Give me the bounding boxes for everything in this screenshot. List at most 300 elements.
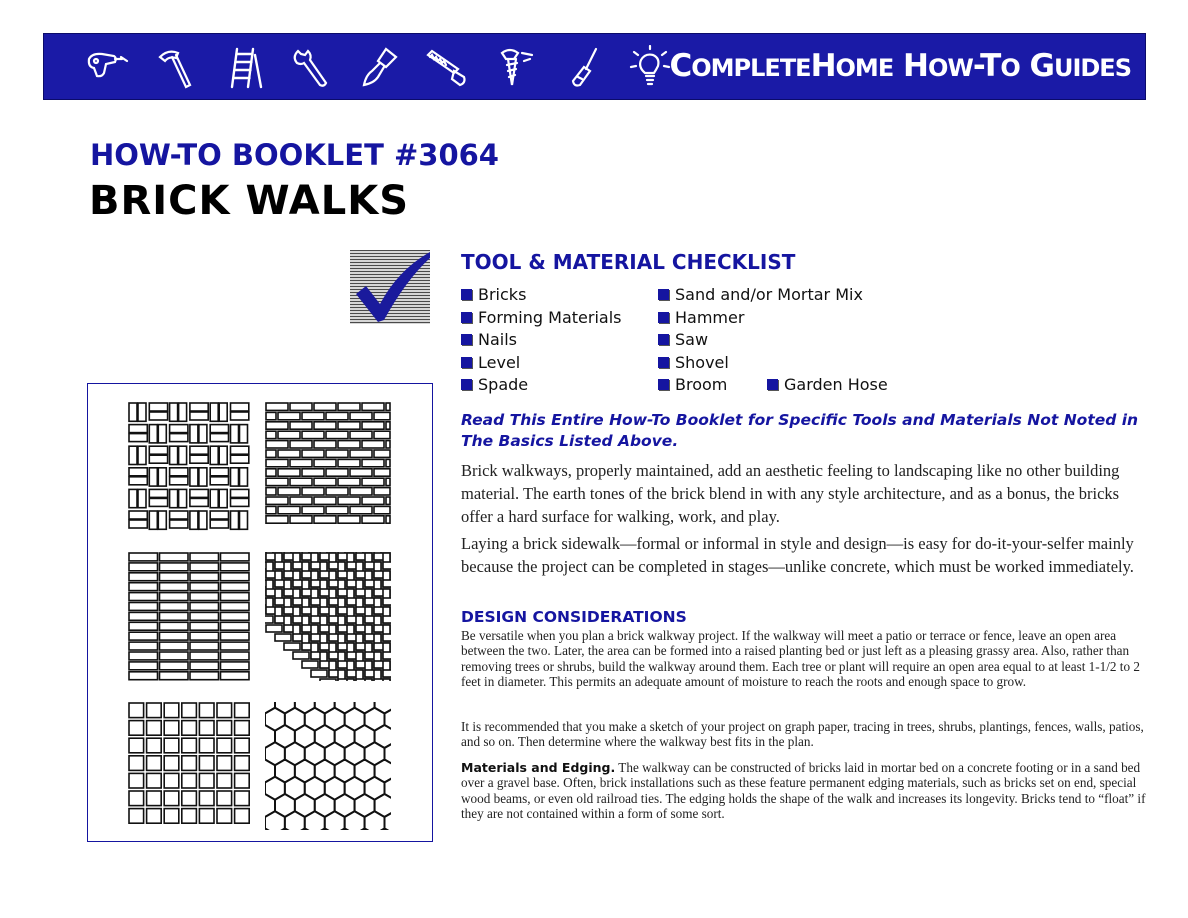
paint-brush-icon xyxy=(356,45,402,91)
hex-paver xyxy=(395,725,415,748)
brick xyxy=(284,643,300,650)
brick xyxy=(190,632,219,640)
brick xyxy=(217,738,232,753)
checklist-item: Shovel xyxy=(658,353,729,373)
brick xyxy=(338,478,360,485)
brick xyxy=(362,403,384,410)
brick xyxy=(278,488,300,495)
brick xyxy=(230,535,246,542)
brick xyxy=(410,526,417,542)
brick xyxy=(410,607,426,614)
brick xyxy=(170,477,188,485)
checklist-item: Level xyxy=(461,353,520,373)
brick xyxy=(129,583,158,591)
brick xyxy=(347,544,363,551)
checkbox-icon xyxy=(658,379,669,390)
brick xyxy=(428,625,434,632)
brick xyxy=(392,571,408,578)
brick xyxy=(326,469,348,476)
brick xyxy=(428,490,434,506)
brick xyxy=(217,773,232,788)
brick xyxy=(290,497,312,504)
brick xyxy=(419,643,426,659)
brick xyxy=(129,489,137,507)
brick xyxy=(217,756,232,771)
brick xyxy=(266,506,276,513)
hex-paver xyxy=(295,829,315,844)
brick xyxy=(239,535,246,551)
brick xyxy=(428,670,434,686)
brick xyxy=(302,412,324,419)
brick xyxy=(257,589,264,605)
brick xyxy=(170,489,178,507)
hex-paver xyxy=(335,829,355,844)
brick xyxy=(129,642,158,650)
brick xyxy=(257,571,264,587)
brick xyxy=(401,625,408,641)
checklist-item: Bricks xyxy=(461,285,526,305)
brick xyxy=(170,446,178,464)
brick xyxy=(210,520,228,528)
brick xyxy=(392,553,408,560)
brick xyxy=(392,625,408,632)
brick xyxy=(266,403,288,410)
brick xyxy=(190,672,219,680)
brick xyxy=(314,516,336,523)
brick xyxy=(428,706,434,722)
brick xyxy=(314,497,336,504)
brick xyxy=(362,478,384,485)
brick xyxy=(278,431,300,438)
brick xyxy=(374,535,390,542)
brick xyxy=(221,535,228,551)
checkbox-icon xyxy=(767,379,778,390)
brick xyxy=(147,738,162,753)
brick xyxy=(419,589,426,605)
tool-icon-row xyxy=(84,42,674,94)
brick xyxy=(149,412,167,420)
brick xyxy=(338,516,360,523)
hex-paver xyxy=(395,829,415,844)
brick xyxy=(248,508,255,524)
brick xyxy=(392,661,408,668)
brick xyxy=(419,616,434,623)
brick xyxy=(383,535,390,551)
brick xyxy=(138,489,146,507)
brick xyxy=(275,526,291,533)
brick xyxy=(149,498,167,506)
brick xyxy=(239,544,255,551)
brick xyxy=(190,652,219,660)
brick xyxy=(248,589,264,596)
brick xyxy=(248,517,264,524)
brick xyxy=(302,535,318,542)
brick xyxy=(190,403,208,411)
brick xyxy=(240,511,248,529)
brick xyxy=(347,535,354,551)
brick xyxy=(266,450,276,457)
brick xyxy=(374,506,390,513)
brick xyxy=(410,571,426,578)
brick xyxy=(158,425,166,443)
brick xyxy=(338,422,360,429)
brick xyxy=(190,603,219,611)
brick xyxy=(419,706,434,713)
brick xyxy=(329,688,345,695)
brick xyxy=(374,412,390,419)
brick xyxy=(266,469,276,476)
hex-paver xyxy=(265,811,285,834)
brick xyxy=(419,634,434,641)
brick xyxy=(129,553,158,561)
brick xyxy=(419,544,434,551)
brick xyxy=(129,563,158,571)
brick-pattern-illustration xyxy=(87,383,433,842)
brick xyxy=(419,679,426,695)
brick xyxy=(284,526,291,542)
brick xyxy=(401,724,417,731)
brick xyxy=(401,670,417,677)
brick xyxy=(419,517,426,533)
brick xyxy=(235,738,250,753)
brick xyxy=(338,497,360,504)
brick xyxy=(266,459,288,466)
brick xyxy=(235,721,250,736)
brick xyxy=(147,773,162,788)
brick xyxy=(383,526,399,533)
brick xyxy=(235,703,250,718)
hex-paver xyxy=(375,829,395,844)
brick xyxy=(428,679,434,686)
brick xyxy=(266,526,273,542)
brick xyxy=(302,488,324,495)
brick xyxy=(365,688,381,695)
brick xyxy=(410,508,417,524)
brick xyxy=(266,422,288,429)
hex-paver xyxy=(424,742,434,765)
brick xyxy=(199,721,214,736)
brick xyxy=(383,652,399,659)
checkbox-icon xyxy=(658,334,669,345)
brick xyxy=(350,488,372,495)
brick xyxy=(149,489,167,497)
brick xyxy=(326,488,348,495)
brick xyxy=(401,661,408,677)
brick xyxy=(278,450,300,457)
brick xyxy=(190,425,198,443)
brand-title: COMPLETEHOME HOW-TO GUIDES xyxy=(669,48,1131,84)
brick xyxy=(311,544,327,551)
brick xyxy=(410,616,417,632)
brick xyxy=(199,425,207,443)
brick xyxy=(160,632,189,640)
brick xyxy=(129,573,158,581)
brick xyxy=(428,526,434,542)
brick xyxy=(160,583,189,591)
brick xyxy=(374,450,390,457)
brick xyxy=(365,544,381,551)
brick xyxy=(278,506,300,513)
brick xyxy=(410,544,417,560)
brick xyxy=(356,688,363,704)
brick xyxy=(138,403,146,421)
hex-paver xyxy=(404,708,424,731)
brick xyxy=(182,791,197,806)
brick xyxy=(160,573,189,581)
brick xyxy=(401,526,417,533)
brick xyxy=(338,535,354,542)
brick xyxy=(149,511,157,529)
brick xyxy=(293,535,300,551)
hex-paver xyxy=(395,794,415,817)
paragraph-materials xyxy=(461,760,1151,822)
brick xyxy=(278,469,300,476)
brick xyxy=(314,422,336,429)
brick xyxy=(199,511,207,529)
brick xyxy=(401,535,408,551)
brick xyxy=(170,403,178,421)
brick xyxy=(257,517,264,533)
brick xyxy=(275,544,291,551)
brick xyxy=(410,553,426,560)
brick xyxy=(392,688,399,704)
checkbox-icon xyxy=(461,312,472,323)
brick xyxy=(160,652,189,660)
brick xyxy=(221,573,250,581)
brick xyxy=(217,721,232,736)
brick xyxy=(170,425,188,433)
brick xyxy=(314,441,336,448)
brick xyxy=(386,459,390,466)
brick xyxy=(219,446,227,464)
brick xyxy=(182,809,197,824)
brick xyxy=(164,721,179,736)
brick xyxy=(329,535,336,551)
brick xyxy=(347,526,363,533)
brick xyxy=(290,422,312,429)
brick xyxy=(147,809,162,824)
hex-paver xyxy=(424,811,434,834)
brick xyxy=(190,489,208,497)
brick xyxy=(179,446,187,464)
brick xyxy=(392,517,408,524)
brick xyxy=(129,520,147,528)
brick xyxy=(257,553,264,569)
brick xyxy=(410,679,426,686)
brick xyxy=(428,499,434,506)
brick xyxy=(419,499,426,515)
brick xyxy=(129,603,158,611)
brick xyxy=(338,403,360,410)
brick xyxy=(401,679,408,695)
brick xyxy=(419,661,426,677)
brick xyxy=(383,544,399,551)
brick xyxy=(221,612,250,620)
brick xyxy=(129,403,137,421)
brick xyxy=(410,598,417,614)
brick xyxy=(392,706,399,722)
brick xyxy=(149,403,167,411)
brick xyxy=(235,756,250,771)
brick-patterns-svg xyxy=(88,384,434,843)
brick xyxy=(160,622,189,630)
brick xyxy=(190,455,208,463)
brick xyxy=(164,738,179,753)
brick xyxy=(199,809,214,824)
brick xyxy=(217,703,232,718)
brick xyxy=(401,688,417,695)
brick xyxy=(419,571,426,587)
brick xyxy=(392,589,408,596)
brick xyxy=(231,511,239,529)
hex-paver xyxy=(315,829,335,844)
hex-paver xyxy=(414,691,434,714)
hex-paver xyxy=(414,760,434,783)
brick xyxy=(129,756,144,771)
brick xyxy=(129,425,147,433)
brick xyxy=(383,562,399,569)
brick xyxy=(149,468,157,486)
brick xyxy=(231,455,249,463)
brick xyxy=(401,643,408,659)
brick xyxy=(129,662,158,670)
brick xyxy=(401,634,417,641)
brick xyxy=(190,642,219,650)
brick xyxy=(419,724,434,731)
checklist-item: Forming Materials xyxy=(461,308,621,328)
brick xyxy=(419,670,434,677)
brick xyxy=(401,652,417,659)
brick xyxy=(147,703,162,718)
hex-paver xyxy=(345,811,365,834)
brick xyxy=(129,477,147,485)
brick xyxy=(392,499,408,506)
brick xyxy=(210,477,228,485)
brick xyxy=(365,679,372,695)
brick xyxy=(182,721,197,736)
hex-paver xyxy=(404,777,424,800)
checkbox-icon xyxy=(461,357,472,368)
brick xyxy=(428,508,434,524)
hex-paver xyxy=(235,829,255,844)
brick xyxy=(275,535,282,551)
brick xyxy=(210,403,218,421)
brick xyxy=(383,598,399,605)
paragraph-design: Be versatile when you plan a brick walkway project. If the walkway will meet a patio or terrace or fence, leave an open area between the two. Later, the area can be formed into a raised planting bed or just left as a pleasing grassy area. Also, rather than removing trees or shrubs, build the walkway around them. Each tree or plant will require an open area equal to at least 1-1/2 to 2 feet in diameter. This permits an adequate amount of moisture to reach the roots and enough space to grow. xyxy=(461,628,1140,690)
brick xyxy=(386,478,390,485)
brick xyxy=(210,489,218,507)
hex-paver xyxy=(414,725,434,748)
brick xyxy=(419,562,434,569)
brick xyxy=(362,459,384,466)
brick xyxy=(129,773,144,788)
brick xyxy=(160,563,189,571)
brick xyxy=(170,511,188,519)
checkbox-icon xyxy=(658,289,669,300)
brick xyxy=(266,478,288,485)
brick xyxy=(221,583,250,591)
brick xyxy=(419,526,434,533)
brick xyxy=(410,688,417,704)
brick xyxy=(221,672,250,680)
brick xyxy=(386,441,390,448)
brick xyxy=(401,697,408,713)
hex-paver xyxy=(275,829,295,844)
brick xyxy=(314,403,336,410)
brick xyxy=(293,544,309,551)
brick xyxy=(290,516,312,523)
brick xyxy=(275,634,291,641)
brick xyxy=(311,535,318,551)
brick xyxy=(284,535,300,542)
brick xyxy=(419,652,434,659)
brick xyxy=(199,773,214,788)
brick xyxy=(350,412,372,419)
brick xyxy=(190,563,219,571)
brick xyxy=(374,469,390,476)
brick xyxy=(199,468,207,486)
brick xyxy=(210,468,228,476)
brick xyxy=(374,488,390,495)
brick xyxy=(356,670,363,686)
checklist-item: Spade xyxy=(461,375,528,395)
brick xyxy=(170,520,188,528)
brick xyxy=(392,508,399,524)
brick xyxy=(176,535,192,542)
brick xyxy=(290,478,312,485)
paragraph-intro: Brick walkways, properly maintained, add an aesthetic feeling to landscaping like no other building material. The earth tones of the brick blend in with any style architecture, and as a bonus, the bricks offer a hard surface for walking, work, and play. xyxy=(461,461,1120,526)
brick xyxy=(410,499,426,506)
brick xyxy=(338,459,360,466)
brick xyxy=(160,553,189,561)
brick xyxy=(401,544,417,551)
brick xyxy=(428,598,434,614)
hex-paver xyxy=(404,811,424,834)
brick xyxy=(290,459,312,466)
brick xyxy=(129,622,158,630)
brick xyxy=(338,441,360,448)
brick xyxy=(428,652,434,668)
brick xyxy=(221,593,250,601)
brick xyxy=(219,403,227,421)
brick xyxy=(326,506,348,513)
checklist-item: Hammer xyxy=(658,308,744,328)
hex-paver xyxy=(395,760,415,783)
brick xyxy=(257,544,273,551)
brick xyxy=(129,511,147,519)
brick xyxy=(365,526,381,533)
brick xyxy=(221,603,250,611)
hex-paver xyxy=(404,742,424,765)
brick xyxy=(129,721,144,736)
checklist-heading: TOOL & MATERIAL CHECKLIST xyxy=(461,250,796,274)
brick xyxy=(129,652,158,660)
brick xyxy=(266,516,288,523)
brick xyxy=(190,583,219,591)
brick xyxy=(235,773,250,788)
checkbox-icon xyxy=(461,334,472,345)
brick xyxy=(149,455,167,463)
brick xyxy=(257,616,273,623)
brick xyxy=(410,580,417,596)
brick xyxy=(290,403,312,410)
brick xyxy=(419,580,434,587)
brick xyxy=(248,535,264,542)
light-bulb-icon xyxy=(628,45,674,91)
header-banner xyxy=(43,33,1146,100)
brick xyxy=(428,571,434,578)
brick xyxy=(311,670,327,677)
